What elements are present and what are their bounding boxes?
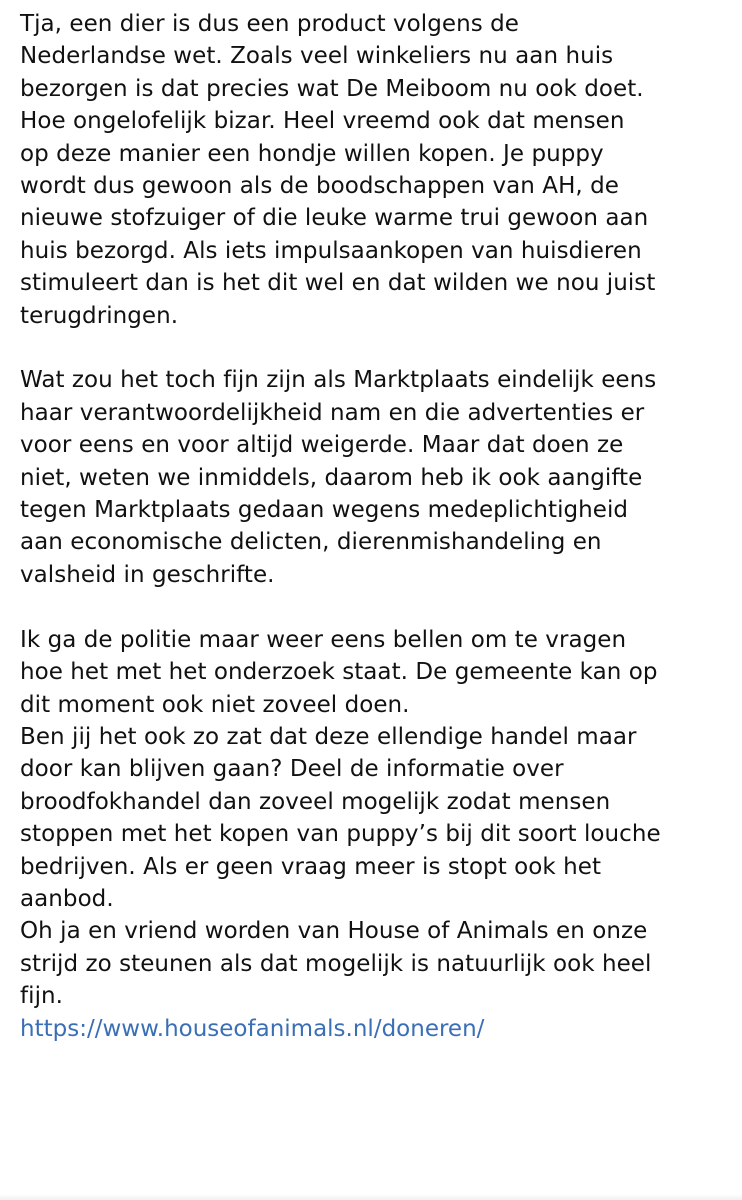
text-line: Hoe ongelofelijk bizar. Heel vreemd ook dat mensen	[20, 108, 625, 135]
text-line: dit moment ook niet zoveel doen.	[20, 691, 410, 718]
text-line: bezorgen is dat precies wat De Meiboom nu ook doet.	[20, 75, 644, 102]
text-line: aan economische delicten, dierenmishandeling en	[20, 529, 602, 556]
text-line: Ik ga de politie maar weer eens bellen om te vragen	[20, 626, 627, 653]
paragraph-3	[20, 624, 735, 1013]
text-line: fijn.	[20, 983, 64, 1010]
text-line: stoppen met het kopen van puppy’s bij dit soort louche	[20, 821, 661, 848]
text-line: huis bezorgd. Als iets impulsaankopen van huisdieren	[20, 237, 642, 264]
post-body	[20, 8, 735, 1045]
text-line: voor eens en voor altijd weigerde. Maar dat doen ze	[20, 432, 624, 459]
text-line: wordt dus gewoon als de boodschappen van AH, de	[20, 173, 619, 200]
text-line: nieuwe stofzuiger of die leuke warme trui gewoon aan	[20, 205, 649, 232]
text-line: hoe het met het onderzoek staat. De gemeente kan op	[20, 659, 658, 686]
text-line: Tja, een dier is dus een product volgens de	[20, 11, 519, 37]
text-line: strijd zo steunen als dat mogelijk is natuurlijk ook heel	[20, 950, 652, 977]
text-line: valsheid in geschrifte.	[20, 561, 275, 588]
bottom-divider	[0, 1194, 742, 1200]
text-line: broodfokhandel dan zoveel mogelijk zodat mensen	[20, 788, 611, 815]
paragraph-1	[20, 8, 735, 332]
paragraph-gap	[20, 591, 735, 623]
text-line: stimuleert dan is het dit wel en dat wilden we nou juist	[20, 270, 656, 297]
text-line: haar verantwoordelijkheid nam en die advertenties er	[20, 399, 645, 426]
text-line: terugdringen.	[20, 302, 179, 329]
text-line: Oh ja en vriend worden van House of Animals en onze	[20, 918, 648, 945]
paragraph-2	[20, 364, 735, 591]
text-line: door kan blijven gaan? Deel de informatie over	[20, 756, 564, 783]
text-line: Ben jij het ook zo zat dat deze ellendige handel maar	[20, 723, 637, 750]
donate-link[interactable]: https://www.houseofanimals.nl/doneren/	[20, 1015, 485, 1042]
text-line: niet, weten we inmiddels, daarom heb ik ook aangifte	[20, 464, 643, 491]
text-line: aanbod.	[20, 885, 114, 912]
text-line: op deze manier een hondje willen kopen. Je puppy	[20, 140, 604, 167]
text-line: Nederlandse wet. Zoals veel winkeliers nu aan huis	[20, 43, 614, 70]
paragraph-gap	[20, 332, 735, 364]
text-line: Wat zou het toch fijn zijn als Marktplaats eindelijk eens	[20, 367, 657, 394]
text-line: bedrijven. Als er geen vraag meer is stopt ook het	[20, 853, 602, 880]
text-line: tegen Marktplaats gedaan wegens medeplichtigheid	[20, 497, 629, 524]
